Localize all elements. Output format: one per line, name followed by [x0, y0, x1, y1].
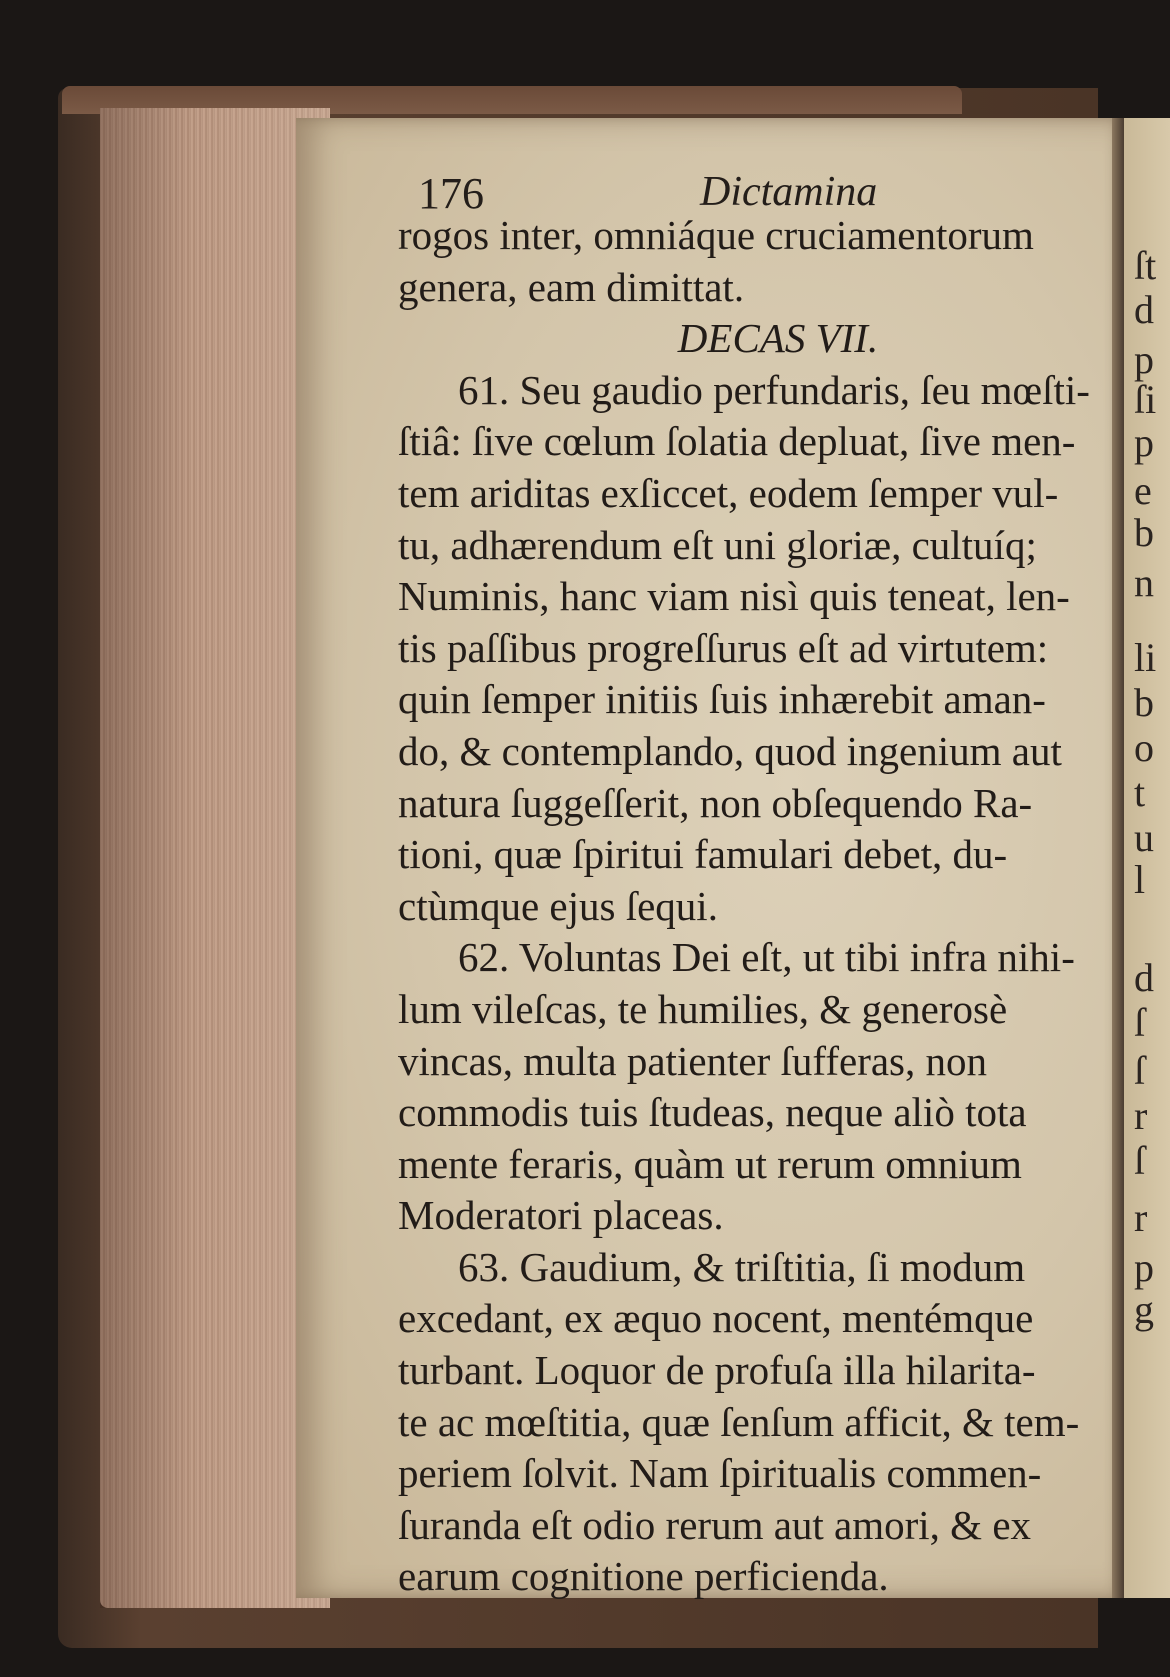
next-page-fragment: b: [1134, 680, 1154, 725]
next-page-fragment: u: [1134, 815, 1154, 860]
next-page-fragment: n: [1134, 560, 1154, 605]
text-line: mente feraris, quàm ut rerum omnium: [398, 1140, 1022, 1187]
next-page-fragment: t: [1134, 770, 1146, 815]
text-line: 61. Seu gaudio perfundaris, ſeu mœſti-: [458, 366, 1090, 413]
text-line: commodis tuis ſtudeas, neque aliò tota: [398, 1089, 1027, 1136]
text-line: natura ſuggeſſerit, non obſequendo Ra-: [398, 779, 1033, 826]
text-line: vincas, multa patienter ſufferas, non: [398, 1037, 987, 1084]
next-page-fragment: d: [1134, 287, 1154, 332]
next-page-fragment: ſ: [1134, 1048, 1146, 1093]
right-page-sliver: [1124, 118, 1170, 1598]
text-line: tu, adhærendum eſt uni gloriæ, cultuíq;: [398, 521, 1037, 568]
next-page-fragment: ſ: [1134, 1138, 1146, 1183]
next-page-fragment: d: [1134, 955, 1154, 1000]
text-line: ctùmque ejus ſequi.: [398, 882, 718, 929]
next-page-fragment: ſt: [1134, 243, 1157, 288]
next-page-fragment: p: [1134, 1245, 1154, 1290]
next-page-fragment: r: [1134, 1195, 1148, 1240]
text-line: 62. Voluntas Dei eſt, ut tibi infra nihi-: [458, 934, 1075, 981]
text-line: ſuranda eſt odio rerum aut amori, & ex: [398, 1501, 1032, 1548]
text-line: Numinis, hanc viam nisì quis teneat, len-: [398, 573, 1070, 620]
next-page-fragment: ſ: [1134, 1000, 1146, 1045]
page-text-block: [398, 210, 1118, 1603]
next-page-fragment: li: [1134, 635, 1157, 680]
next-page-fragment: g: [1134, 1287, 1154, 1332]
text-line: tis paſſibus progreſſurus eſt ad virtutem:: [398, 624, 1049, 671]
text-line: quin ſemper initiis ſuis inhærebit aman-: [398, 676, 1046, 723]
text-line: turbant. Loquor de profuſa illa hilarita-: [398, 1347, 1036, 1394]
next-page-fragment: ſi: [1134, 377, 1157, 422]
next-page-fragment: p: [1134, 337, 1154, 382]
next-page-fragment: e: [1134, 468, 1152, 513]
running-head: Dictamina: [700, 169, 878, 215]
text-line: 63. Gaudium, & triſtitia, ſi modum: [458, 1243, 1026, 1290]
text-line: earum cognitione perficienda.: [398, 1553, 889, 1600]
next-page-fragment: l: [1134, 857, 1146, 902]
next-page-fragment: r: [1134, 1093, 1148, 1138]
text-line: do, & contemplando, quod ingenium aut: [398, 727, 1062, 774]
page-number: 176: [418, 169, 484, 218]
text-line: genera, eam dimittat.: [398, 263, 745, 310]
next-page-fragment: o: [1134, 725, 1154, 770]
text-line: Moderatori placeas.: [398, 1192, 724, 1239]
next-page-fragment: p: [1134, 420, 1154, 465]
text-line: lum vileſcas, te humilies, & generosè: [398, 985, 1008, 1032]
text-line: ſtiâ: ſive cœlum ſolatia depluat, ſive men-: [398, 418, 1076, 465]
text-line: tem ariditas exſiccet, eodem ſemper vul-: [398, 469, 1059, 516]
text-line: te ac mœſtitia, quæ ſenſum afficit, & tem-: [398, 1398, 1080, 1445]
text-line: excedant, ex æquo nocent, mentémque: [398, 1295, 1034, 1342]
text-line: DECAS VII.: [677, 315, 879, 362]
text-line: periem ſolvit. Nam ſpiritualis commen-: [398, 1450, 1042, 1497]
text-line: rogos inter, omniáque cruciamentorum: [398, 212, 1034, 258]
next-page-fragment: b: [1134, 510, 1154, 555]
text-line: tioni, quæ ſpiritui famulari debet, du-: [398, 831, 1008, 878]
